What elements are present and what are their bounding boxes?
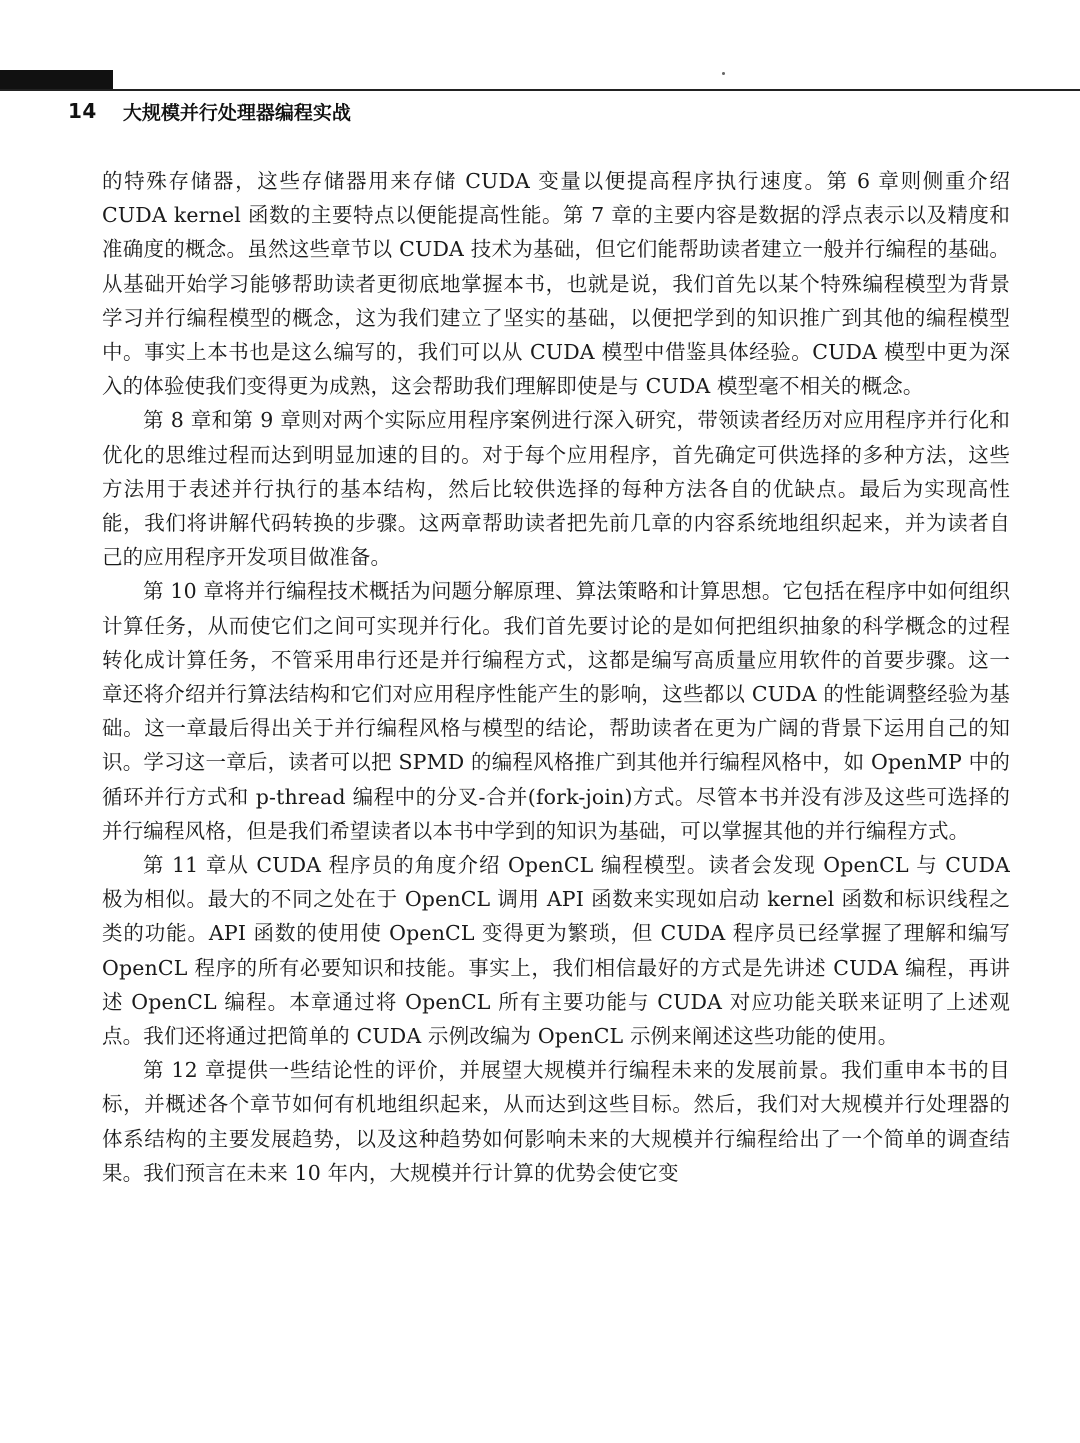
paragraph-2: 第 8 章和第 9 章则对两个实际应用程序案例进行深入研究，带领读者经历对应用程序并行化和优化的思维过程而达到明显加速的目的。对于每个应用程序，首先确定可供选择的多种方法，这些方法用于表述并行执行的基本结构，然后比较供选择的每种方法各自的优缺点。最后为实现高性能，我们将讲解代码转换的步骤。这两章帮助读者把先前几章的内容系统地组织起来，并为读者自己的应用程序开发项目做准备。 [102, 408, 1010, 570]
header-rule [0, 89, 1080, 91]
body-text [102, 164, 1010, 1190]
header-black-bar [0, 70, 113, 90]
scan-speck [722, 72, 725, 75]
book-title: 大规模并行处理器编程实战 [122, 101, 351, 124]
paragraph-3: 第 10 章将并行编程技术概括为问题分解原理、算法策略和计算思想。它包括在程序中如何组织计算任务，从而使它们之间可实现并行化。我们首先要讨论的是如何把组织抽象的科学概念的过程转化成计算任务，不管采用串行还是并行编程方式，这都是编写高质量应用软件的首要步骤。这一章还将介绍并行算法结构和它们对应用程序性能产生的影响，这些都以 CUDA 的性能调整经验为基础。这一章最后得出关于并行编程风格与模型的结论，帮助读者在更为广阔的背景下运用自己的知识。学习这一章后，读者可以把 SPMD 的编程风格推广到其他并行编程风格中，如 OpenMP 中的循环并行方式和 p-thread 编程中的分叉-合并(fork-join)方式。尽管本书并没有涉及这些可选择的并行编程风格，但是我们希望读者以本书中学到的知识为基础，可以掌握其他的并行编程方式。 [102, 579, 1010, 843]
paragraph-4: 第 11 章从 CUDA 程序员的角度介绍 OpenCL 编程模型。读者会发现 OpenCL 与 CUDA 极为相似。最大的不同之处在于 OpenCL 调用 API 函数来实现如启动 kernel 函数和标识线程之类的功能。API 函数的使用使 OpenCL 变得更为繁琐，但 CUDA 程序员已经掌握了理解和编写 OpenCL 程序的所有必要知识和技能。事实上，我们相信最好的方式是先讲述 CUDA 编程，再讲述 OpenCL 编程。本章通过将 OpenCL 所有主要功能与 CUDA 对应功能关联来证明了上述观点。我们还将通过把简单的 CUDA 示例改编为 OpenCL 示例来阐述这些功能的使用。 [102, 853, 1010, 1049]
paragraph-5: 第 12 章提供一些结论性的评价，并展望大规模并行编程未来的发展前景。我们重申本书的目标，并概述各个章节如何有机地组织起来，从而达到这些目标。然后，我们对大规模并行处理器的体系结构的主要发展趋势，以及这种趋势如何影响未来的大规模并行编程给出了一个简单的调查结果。我们预言在未来 10 年内，大规模并行计算的优势会使它变 [102, 1058, 1010, 1185]
running-head [68, 96, 351, 126]
page-number: 14 [68, 99, 97, 123]
paragraph-1: 的特殊存储器，这些存储器用来存储 CUDA 变量以便提高程序执行速度。第 6 章则侧重介绍 CUDA kernel 函数的主要特点以便能提高性能。第 7 章的主要内容是数据的浮点表示以及精度和准确度的概念。虽然这些章节以 CUDA 技术为基础，但它们能帮助读者建立一般并行编程的基础。从基础开始学习能够帮助读者更彻底地掌握本书，也就是说，我们首先以某个特殊编程模型为背景学习并行编程模型的概念，这为我们建立了坚实的基础，以便把学到的知识推广到其他的编程模型中。事实上本书也是这么编写的，我们可以从 CUDA 模型中借鉴具体经验。CUDA 模型中更为深入的体验使我们变得更为成熟，这会帮助我们理解即使是与 CUDA 模型毫不相关的概念。 [102, 169, 1010, 399]
